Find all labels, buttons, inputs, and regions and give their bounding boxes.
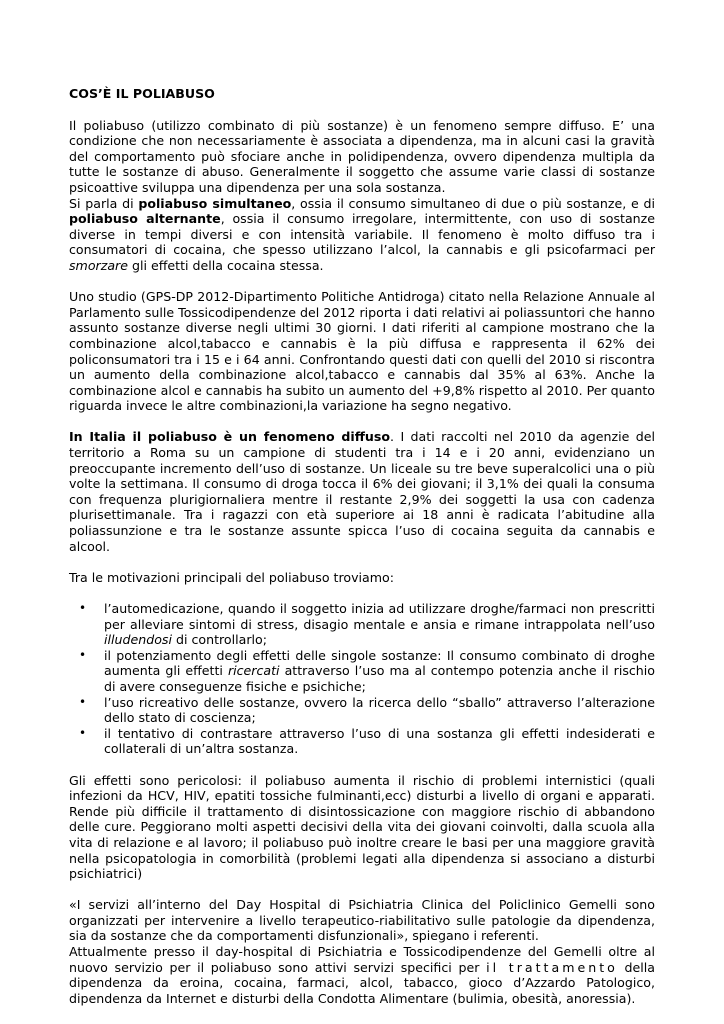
- page-title: COS’È IL POLIABUSO: [69, 86, 215, 101]
- motivations-intro: Tra le motivazioni principali del poliabuso troviamo:: [69, 569, 394, 585]
- italy-heading: In Italia il poliabuso è un fenomeno diffuso: [69, 429, 391, 445]
- list-item-text: il tentativo di contrastare attraverso l’uso di una sostanza gli effetti indesiderati e collaterali di un’altra sostanza.: [104, 725, 655, 757]
- definition-text-a: Si parla di: [69, 195, 139, 211]
- list-item-text: il potenziamento degli effetti delle singole sostanze: Il consumo combinato di droghe aumenta gli effetti: [104, 647, 655, 679]
- list-item-italic: ricercati: [227, 663, 280, 679]
- definition-text-c: , ossia il consumo simultaneo di due o più sostanze, e di: [291, 195, 655, 211]
- intro-text: Il poliabuso (utilizzo combinato di più sostanze) è un fenomeno sempre diffuso. E’ una condizione che non necessariamente è associata a dipendenza, ma in alcuni casi la gravità del comportamento può sfociare anche in polidipendenza, ovvero dipendenza multipla da tutte le sostanze di abuso. Generalmente il soggetto che assume varie classi di sostanze psicoattive sviluppa una dipendenza per una sola sostanza.: [69, 117, 655, 195]
- quote-paragraph: «I servizi all’interno del Day Hospital di Psichiatria Clinica del Policlinico Gemelli sono organizzati per intervenire a livello terapeutico-riabilitativo sulle patologie da dipendenza, sia da sostanze che da comportamenti disfunzionali», spiegano i referenti.: [69, 897, 655, 944]
- services-spaced-text: il trattamento: [486, 959, 618, 975]
- document-page: [69, 86, 655, 1006]
- list-item: [69, 726, 655, 757]
- list-item: [69, 695, 655, 726]
- term-alternante: poliabuso alternante: [69, 211, 221, 227]
- term-smorzare: smorzare: [69, 257, 128, 273]
- study-paragraph: Uno studio (GPS-DP 2012-Dipartimento Politiche Antidroga) citato nella Relazione Annuale al Parlamento sulle Tossicodipendenze del 2012 riporta i dati relativi ai poliassuntori che hanno assunto sostanze diverse negli ultimi 30 giorni. I dati riferiti al campione mostrano che la combinazione alcol,tabacco e cannabis è la più diffusa e rappresenta il 62% dei policonsumatori tra i 15 e i 64 anni. Confrontando questi dati con quelli del 2010 si riscontra un aumento della combinazione alcol,tabacco e cannabis dal 35% al 63%. Anche la combinazione alcol e cannabis ha subito un aumento del +9,8% rispetto al 2010. Per quanto riguarda invece le altre combinazioni,la variazione ha segno negativo.: [69, 289, 655, 414]
- bullet-icon: •: [79, 601, 87, 615]
- motivations-list: [69, 601, 655, 757]
- definition-text-d: , ossia il consumo irregolare, intermittente, con uso di sostanze diverse in tempi diversi e con intensità variabile. Il fenomeno è molto diffuso tra i consumatori di cocaina, che spesso utilizzano l’alcol, la cannabis e gli psicofarmaci per: [69, 211, 656, 258]
- term-simultaneo: poliabuso simultaneo: [138, 195, 292, 211]
- list-item-text: l’automedicazione, quando il soggetto inizia ad utilizzare droghe/farmaci non prescritti per alleviare sintomi di stress, disagio mentale e ansia e rimane intrappolata nell’uso: [104, 601, 655, 632]
- bullet-icon: •: [79, 694, 87, 709]
- services-text-a: Attualmente presso il day-hospital di Psichiatria e Tossicodipendenze del Gemelli oltre al nuovo servizio per il poliabuso sono attivi servizi specifici per: [69, 944, 655, 975]
- definition-paragraph: [69, 196, 655, 274]
- bullet-icon: •: [79, 725, 87, 740]
- list-item: [69, 648, 655, 695]
- effects-paragraph: Gli effetti sono pericolosi: il poliabuso aumenta il rischio di problemi internistici (quali infezioni da HCV, HIV, epatiti tossiche fulminanti,ecc) disturbi a livello di organi e apparati. Rende più difficile il trattamento di disintossicazione con maggiore rischio di abbandono delle cure. Peggiorano molti aspetti decisivi della vita dei giovani coinvolti, dalla scuola alla vita di relazione e al lavoro; il poliabuso può inoltre creare le basi per una maggiore gravità nella psicopatologia in comorbilità (problemi legati alla dipendenza si associano a disturbi psichiatrici): [69, 772, 655, 882]
- services-text-b: della dipendenza da eroina, cocaina, farmaci, alcol, tabacco, gioco d’Azzardo Patologico, dipendenza da Internet e disturbi della Condotta Alimentare (bulimia, obesità, anoressia).: [69, 959, 656, 1006]
- services-paragraph: [69, 944, 655, 1006]
- definition-text-e: gli effetti della cocaina stessa.: [127, 257, 324, 273]
- list-item-text: di controllarlo;: [171, 632, 267, 648]
- list-item-italic: illudendosi: [104, 632, 172, 648]
- intro-paragraph: [69, 118, 655, 196]
- bullet-icon: •: [79, 647, 87, 662]
- list-item-text: attraverso l’uso ma al contempo potenzia anche il rischio di avere conseguenze fisiche e psichiche;: [104, 663, 655, 694]
- list-item: [69, 601, 655, 648]
- italy-paragraph: [69, 429, 655, 554]
- italy-text: . I dati raccolti nel 2010 da agenzie del territorio a Roma su un campione di studenti tra i 14 e i 20 anni, evidenziano un preoccupante incremento dell’uso di sostanze. Un liceale su tre beve superalcolici una o più volte la settimana. Il consumo di droga tocca il 6% dei giovani; il 3,1% dei quali la consuma con frequenza plurigiornaliera mentre il restante 2,9% dei soggetti la usa con cadenza plurisettimanale. Tra i ragazzi con età superiore ai 18 anni è radicata l’abitudine alla poliassunzione e tra le sostanze assunte spicca l’uso di cocaina seguita da cannabis e alcool.: [69, 429, 656, 554]
- list-item-text: l’uso ricreativo delle sostanze, ovvero la ricerca dello “sballo” attraverso l’alterazione dello stato di coscienza;: [104, 694, 655, 726]
